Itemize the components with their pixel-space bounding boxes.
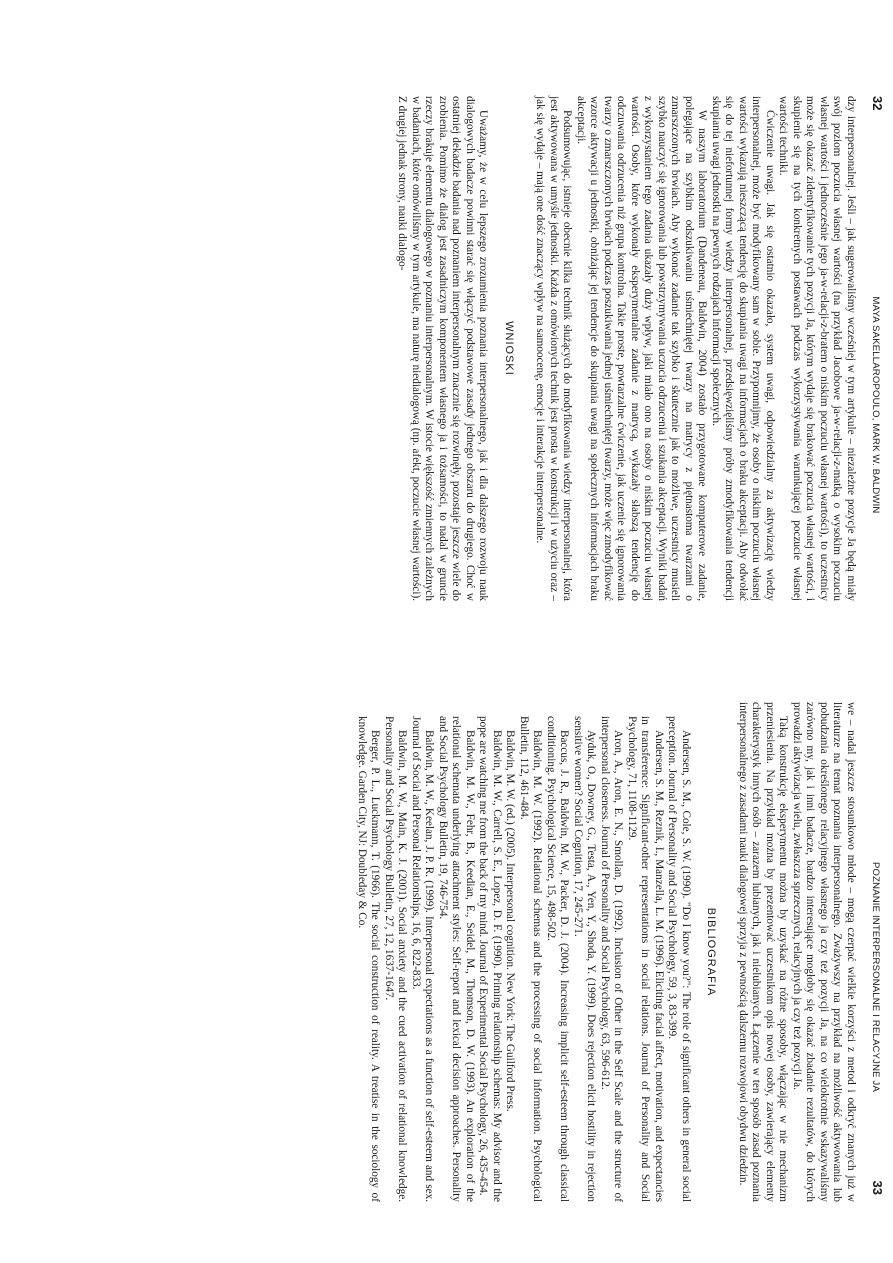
reference: Andersen, S. M., Reznik, I., Manzella, L. M. (1996). Eliciting facial affect, motivation, and expectancies in transference: Significant-other representations in social relations. Journal of Personality and Social Psychology, 71, 1108-1129. <box>626 716 665 1202</box>
paragraph: Ćwiczenie uwagi. Jak się ostatnio okazało, system uwagi, odpowiedzialny za aktywizację wiedzy interpersonalnej, może być modyfikowany sam w sobie. Przypomnijmy, że osoby o niskim poczuciu własnej wartości wykazują nieszczącą tendencję do skupiania uwagi na informacjach o braku akceptacji. Aby odwołać się do tej niefortunnej formy wiedzy interpersonalnej, przedsięwzięliśmy próby zmodyfikowania tendencji skupiania uwagi jednostki na pewnych rodzajach informacji społecznych. <box>710 96 776 601</box>
reference: Berger, P. L., Luckmann, T. (1966). The social construction of reality. A treatise in the sociology of knowledge. Garden City, NJ: Doubleday & Co. <box>356 716 382 1202</box>
reference: Aron, A., Aron, E. N., Smollan, D. (1992). Inclusion of Other in the Self Scale and the structure of interpersonal closeness. Journal of Personality and Social Psychology, 63, 596-612. <box>599 716 625 1202</box>
reference: Baldwin, M. W. (1992). Relational schemas and the processing of social information. Psychological Bulletin, 112, 461-484. <box>518 716 544 1202</box>
paragraph: W naszym laboratorium (Dandeneau, Baldwin, 2004) zostało przygotowane komputerowe zadanie, polegające na szybkim odszukiwaniu uśmiechniętej twarzy na matrycy z piętnastoma twarzami o zmarszczonych brwiach. Aby wykonać zadanie tak szybko i skutecznie jak to możliwe, uczestnicy musieli szybko nauczyć się ignorowania lub powstrzymywania uczucia odrzucenia i szukania akceptacji. Wyniki badań z wykorzystaniem tego zadania ukazały duży wpływ, jaki miało ono na osoby o niskim poczuciu własnej wartości. Osoby, które wykonały eksperymentalne zadanie z matrycą, wykazały słabszą tendencję do odczuwania odrzucenia niż grupa kontrolna. Takie proste, powtarzalne ćwiczenie, jak uczenie się ignorowania twarzy o zmarszczonych brwiach podczas poszukiwania jednej uśmiechniętej twarzy, może więc zmodyfikować wzorce aktywacji u jednostki, obniżając jej tendencje do skupiania uwagi na społecznych informacjach braku akceptacji. <box>575 96 709 601</box>
right-page <box>0 632 893 1263</box>
reference: Baldwin, M. W., Carrell, S. E., Lopez, D. F. (1990). Priming relationship schemas: My advisor and the pope are watching me from the back of my mind. Journal of Experimental Social Psychology, 26, 435-454. <box>477 716 503 1202</box>
paragraph: Podsumowując, istnieje obecnie kilka technik służących do modyfikowania wiedzy interpersonalnej, która jest aktywowana w umyśle jednostki. Każda z omówionych technik jest prosta w konstrukcji i w użyciu oraz – jak się wydaje – mają one dość znaczący wpływ na samoocenę, emocje i interakcje interpersonalne. <box>534 96 574 601</box>
reference: Baldwin, M. W. (ed.) (2005). Interpersonal cognition. New York: The Guilford Press. <box>504 730 517 1112</box>
reference: Baldwin, M. W., Fehr, B., Keedian, E., Seidel, M., Thomson, D. W. (1993). An exploration of the relational schemata underlying attachment styles: Self-report and lexical decision approaches. Personality and Social Psychology Bulletin, 19, 746-754. <box>437 716 476 1202</box>
reference: Baldwin, M. W., Main, K. J. (2001). Social anxiety and the cued activation of relational knowledge. Personality and Social Psychology Bulletin, 27, 12, 1637-1647. <box>383 716 409 1202</box>
reference: Baldwin, M. W., Keelan, J. P. R. (1999). Interpersonal expectations as a function of self-esteem and sex. Journal of Social and Personal Relationships, 16, 6, 822-833. <box>410 716 436 1202</box>
section-heading: BIBLIOGRAFIA <box>705 907 718 997</box>
section-heading: WNIOSKI <box>503 321 515 376</box>
paragraph: dzy interpersonalnej. Jeśli – jak sugerowaliśmy wcześniej w tym artykule – niezależne pozycje Ja będą miały swój poziom poczucia własnej wartości (na przykład Jacobowe ja-w-relacji-z-matką o wysokim poczuciu własnej wartości i jednocześnie jego ja-w-relacji-z-bratem o niskim poczuciu własnej wartości), to uczestnicy może się okazać zidentyfikowanie tych pozycji Ja, którym wydaje się brakować poczucia własnej wartości, i skupienie się na tych konkretnych postawach podczas wykorzystywania warunkującej poczucie własnej wartości techniki. <box>777 96 857 601</box>
reference: Baccus, J. R., Baldwin, M. W., Packer, D. J. (2004). Increasing implicit self-esteem through classical conditioning. Psychological Science, 15, 498-502. <box>545 716 571 1202</box>
text-column <box>395 96 857 601</box>
paragraph: we – nadal jeszcze stosunkowo młode – mogą czerpać wielkie korzyści z metod i odkryć znanych już w literaturze na temat poznania interpersonalnego. Zważywszy na przykład na możliwość aktywowania lub pobudzania określonego relacyjnego własnego ja czy też pozycji Ja, na co wielokrotnie wskazywaliśmy zarówno my, jak i inni badacze, bardzo interesujące mogłoby się okazać zbadanie rezultatów, do których prowadzi aktywizacja wielu, zwłaszcza sprzecznych, relacyjnych ja czy też pozycji Ja. <box>791 702 857 1202</box>
page-number: 32 <box>870 96 885 111</box>
paragraph: Uważamy, że w celu lepszego zrozumienia poznania interpersonalnego, jak i dla dalszego rozwoju nauk dialogowych badacze powinni starać się włączyć podstawowe zasady jednego obszaru do drugiego. Choć w ostatniej dekadzie badania nad poznaniem interpersonalnym znacznie się rozwinęły, pozostaje jeszcze wiele do zrobienia. Pomimo że dialog jest zasadniczym komponentem własnego ja i tożsamości, to nadal w gruncie rzeczy brakuje elementu dialogowego w poznaniu interpersonalnym. W istocie większość zmiennych zależnych w badaniach, które omówiliśmy w tym artykule, ma naturę niedialogową (np. afekt, poczucie własnej wartości). Z drugiej jednak strony, nauki dialogo- <box>396 96 490 601</box>
running-head: MAYA SAKELLAROPOULO, MARK W. BALDWIN <box>870 296 881 514</box>
reference: Ayduk, O., Downey, G., Testa, A., Yen, Y., Shoda, Y. (1999). Does rejection elicit hostility in rejection sensitive women? Social Cognition, 17, 245-271. <box>572 716 598 1202</box>
text-column <box>355 702 858 1202</box>
reference: Andersen, S. M., Cole, S. W. (1990). "Do I know you?": The role of significant others in general social perception. Journal of Personality and Social Psychology, 59, 3, 83-399. <box>666 716 692 1202</box>
page-number: 33 <box>870 1180 885 1195</box>
running-head: POZNANIE INTERPERSONALNE I RELACYJNE JA <box>870 861 881 1093</box>
paragraph: Taką konstrukcję eksperymentu można by uzyskać na różne sposoby, włączając w nie mechanizm przeniesienia. Na przykład można by prezentować uczestnikom opis nowej osoby, zawierający elementy charakterystyk innych osób – zarazem lubianych, jak i nielubianych. Łączenie w ten sposób zasad poznania interpersonalnego z zasadami nauki dialogowej sprzyja z pewnością dalszemu rozwojowi obydwu dziedzin. <box>737 702 790 1202</box>
